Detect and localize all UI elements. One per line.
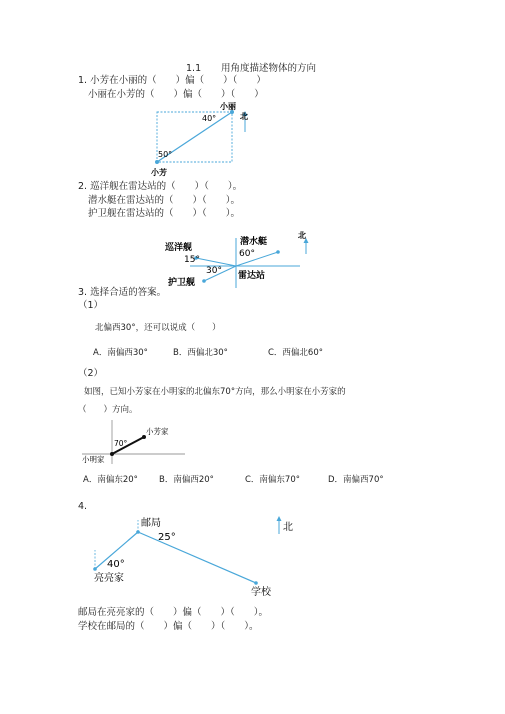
q3-part2-option-c: C．南偏东70° <box>245 475 301 485</box>
q3-part2-option-a: A．南偏东20° <box>83 475 138 485</box>
q4-angle-home: 40° <box>107 559 125 570</box>
q4-label-home: 亮亮家 <box>94 573 124 584</box>
q3-part2-option-d: D．南偏西70° <box>328 475 384 485</box>
q3-part1-number: （1） <box>78 300 104 311</box>
q4-north-arrowhead-icon <box>277 516 282 521</box>
q2-angle-frigate: 30° <box>206 266 222 276</box>
q4-north-label: 北 <box>283 522 293 533</box>
q4-angle-post: 25° <box>158 532 176 543</box>
q1-angle-top: 40° <box>202 114 217 123</box>
q2-submarine-point <box>276 250 280 254</box>
q3-diagram <box>80 418 190 466</box>
q1-line2: 小丽在小芳的（ ）偏（ ）（ ） <box>88 89 264 100</box>
title-number: 1.1 <box>186 63 202 74</box>
q3-part2-question-line2: （ ）方向。 <box>78 405 138 415</box>
q1-north-label: 北 <box>240 112 248 121</box>
q2-line2: 潜水艇在雷达站的（ ）（ ）。 <box>88 195 241 206</box>
q3-diagram-angle: 70° <box>114 439 128 448</box>
q3-diagram-label-ming: 小明家 <box>82 455 105 464</box>
q1-label-fang: 小芳 <box>151 168 167 177</box>
q3-part1-question: 北偏西30°，还可以说成（ ） <box>95 323 221 333</box>
q1-angle-bottom: 50° <box>158 150 173 159</box>
q3-heading: 3. 选择合适的答案。 <box>78 287 167 298</box>
q1-point-fang <box>155 160 159 164</box>
q3-part2-question: 如图，已知小芳家在小明家的北偏东70°方向，那么小明家在小芳家的 <box>84 387 346 397</box>
q2-angle-cruiser: 15° <box>184 255 200 265</box>
q3-diagram-label-fang: 小芳家 <box>146 427 169 436</box>
q4-line2: 学校在邮局的（ ）偏（ ）（ ）。 <box>78 621 259 632</box>
q4-diagram <box>88 512 308 607</box>
q2-diagram <box>160 228 320 290</box>
q3-part1-option-b: B．西偏北30° <box>173 348 228 358</box>
q1-label-li: 小丽 <box>220 102 236 111</box>
q4-number: 4. <box>78 501 88 512</box>
q2-label-cruiser: 巡洋舰 <box>165 243 193 253</box>
q2-label-submarine: 潜水艇 <box>240 237 268 247</box>
q3-part1-option-c: C．西偏北60° <box>268 348 324 358</box>
q4-label-school: 学校 <box>251 587 271 598</box>
q2-line1: 2. 巡洋舰在雷达站的（ ）（ ）。 <box>78 181 243 192</box>
q2-frigate-point <box>202 279 206 283</box>
q2-angle-submarine: 60° <box>239 249 255 259</box>
q3-part1-option-a: A．南偏西30° <box>93 348 148 358</box>
q1-diagram <box>150 100 260 178</box>
q4-point-post <box>136 530 140 534</box>
q2-label-radar: 雷达站 <box>238 271 266 281</box>
page-title: 用角度描述物体的方向 <box>221 63 317 74</box>
q1-line1: 1. 小芳在小丽的（ ）偏（ ）（ ） <box>78 75 266 86</box>
q2-line3: 护卫舰在雷达站的（ ）（ ）。 <box>88 208 241 219</box>
q4-post-school-line <box>138 532 256 583</box>
q4-point-home <box>93 567 97 571</box>
q2-label-frigate: 护卫舰 <box>168 278 196 288</box>
q3-part2-number: （2） <box>78 368 104 379</box>
q3-diagram-point-ming <box>110 452 114 456</box>
q4-line1: 邮局在亮亮家的（ ）偏（ ）（ ）。 <box>78 607 269 618</box>
q3-part2-option-b: B．南偏西20° <box>159 475 214 485</box>
q4-point-school <box>254 581 258 585</box>
q2-north-label: 北 <box>298 231 306 240</box>
q4-label-post: 邮局 <box>141 518 161 529</box>
q2-cruiser-ray <box>196 258 236 266</box>
